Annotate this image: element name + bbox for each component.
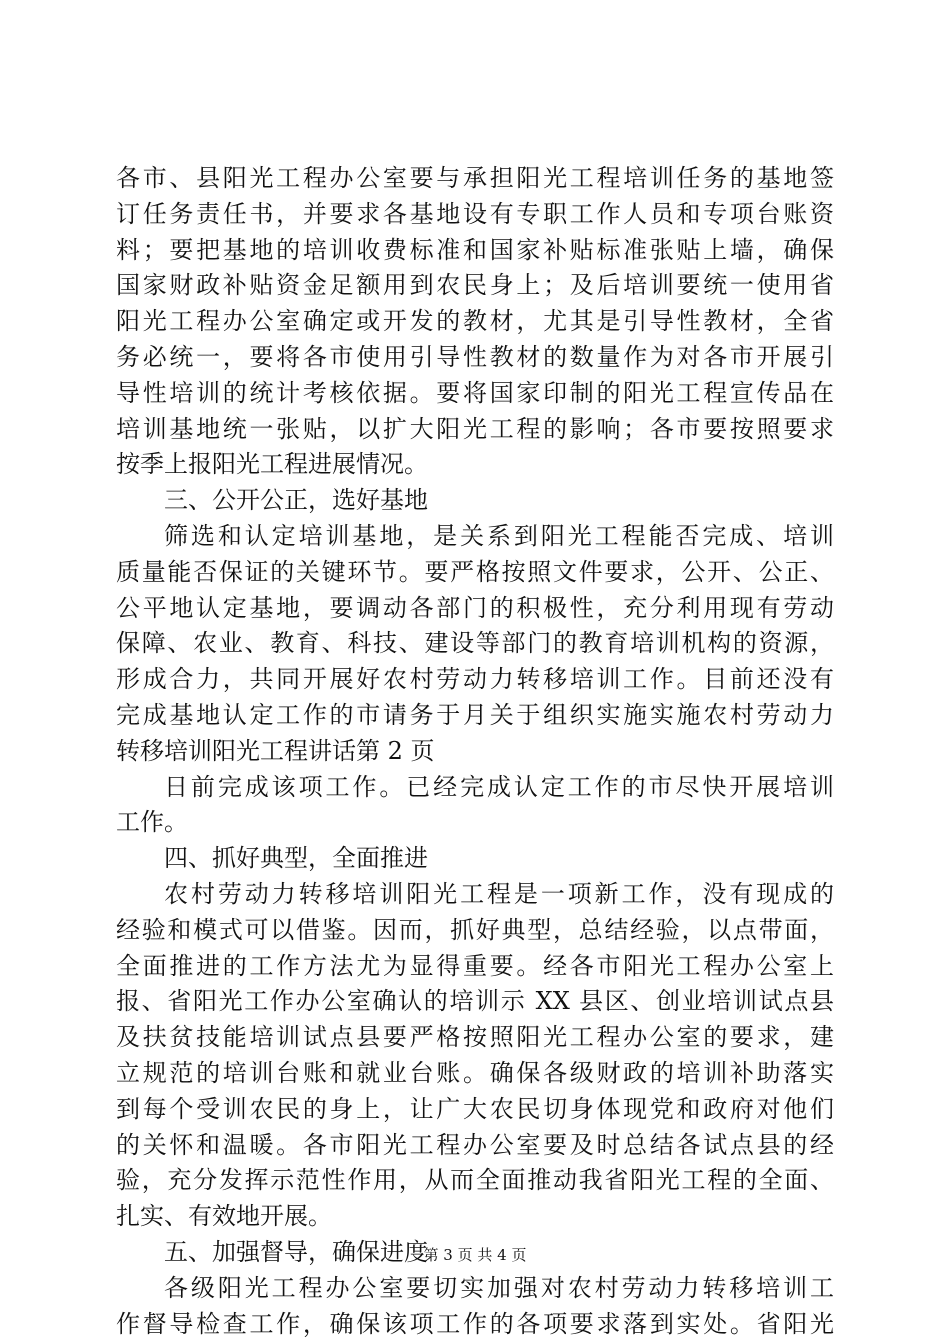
body-text-line: 培训基地统一张贴，以扩大阳光工程的影响；各市要按照要求 [116,414,834,443]
body-text-line: 扎实、有效地开展。 [116,1202,332,1231]
body-text-line: 农村劳动力转移培训阳光工程是一项新工作，没有现成的 [164,879,834,908]
section-heading: 四、抓好典型，全面推进 [164,844,428,873]
body-text-line: 务必统一，要将各市使用引导性教材的数量作为对各市开展引 [116,342,834,371]
body-text-line: 料；要把基地的培训收费标准和国家补贴标准张贴上墙，确保 [116,235,834,264]
section-heading: 三、公开公正，选好基地 [164,486,428,515]
body-text-line: 订任务责任书，并要求各基地设有专职工作人员和专项台账资 [116,199,834,228]
body-text-line: 经验和模式可以借鉴。因而，抓好典型，总结经验，以点带面， [116,915,834,944]
body-text-line: 到每个受训农民的身上，让广大农民切身体现党和政府对他们 [116,1094,834,1123]
body-text-line: 保障、农业、教育、科技、建设等部门的教育培训机构的资源， [116,629,834,658]
body-text-line: 转移培训阳光工程讲话第 2 页 [116,736,435,765]
body-text-line: 工作。 [116,808,188,837]
body-text-line: 作督导检查工作，确保该项工作的各项要求落到实处。省阳光 [116,1309,834,1338]
body-text-line: 国家财政补贴资金足额用到农民身上；及后培训要统一使用省 [116,271,834,300]
body-text-line: 形成合力，共同开展好农村劳动力转移培训工作。目前还没有 [116,665,834,694]
section-heading: 五、加强督导，确保进度 [164,1237,428,1266]
body-text-line: 各市、县阳光工程办公室要与承担阳光工程培训任务的基地签 [116,164,834,192]
document-body [116,161,834,1342]
body-text-line: 按季上报阳光工程进展情况。 [116,450,428,479]
body-text-line: 全面推进的工作方法尤为显得重要。经各市阳光工程办公室上 [116,951,834,980]
body-text-line: 公平地认定基地，要调动各部门的积极性，充分利用现有劳动 [116,593,834,622]
body-text-line: 导性培训的统计考核依据。要将国家印制的阳光工程宣传品在 [116,378,834,407]
body-text-line: 验，充分发挥示范性作用，从而全面推动我省阳光工程的全面、 [116,1166,834,1195]
body-text-line: 质量能否保证的关键环节。要严格按照文件要求，公开、公正、 [116,557,834,586]
page-footer: 第 3 页 共 4 页 [423,1246,527,1264]
body-text-line: 筛选和认定培训基地，是关系到阳光工程能否完成、培训 [164,521,834,550]
body-text-line: 阳光工程办公室确定或开发的教材，尤其是引导性教材，全省 [116,307,834,336]
body-text-line: 日前完成该项工作。已经完成认定工作的市尽快开展培训 [164,772,834,801]
body-text-line: 完成基地认定工作的市请务于月关于组织实施实施农村劳动力 [116,700,834,729]
body-text-line: 的关怀和温暖。各市阳光工程办公室要及时总结各试点县的经 [116,1130,834,1159]
body-text-line: 报、省阳光工作办公室确认的培训示 XX 县区、创业培训试点县 [116,987,834,1016]
body-text-line: 立规范的培训台账和就业台账。确保各级财政的培训补助落实 [116,1058,834,1087]
body-text-line: 各级阳光工程办公室要切实加强对农村劳动力转移培训工 [164,1273,834,1302]
body-text-line: 及扶贫技能培训试点县要严格按照阳光工程办公室的要求，建 [116,1023,834,1052]
